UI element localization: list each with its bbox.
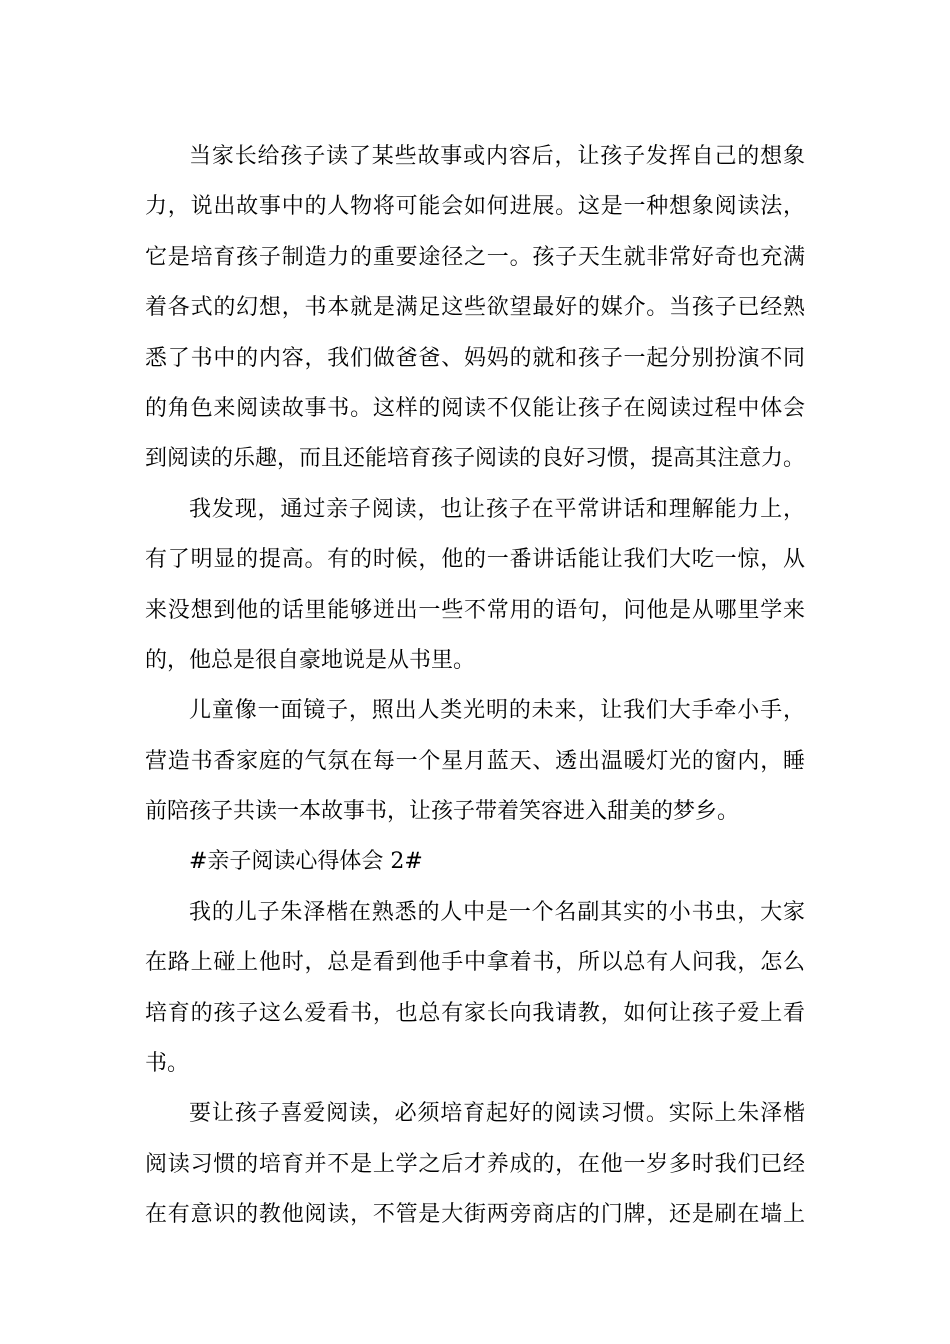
text-line: 来没想到他的话里能够迸出一些不常用的语句，问他是从哪里学来 — [145, 597, 805, 623]
text-line: 营造书香家庭的气氛在每一个星月蓝天、透出温暖灯光的窗内，睡 — [145, 748, 805, 774]
text-line: 力，说出故事中的人物将可能会如何进展。这是一种想象阅读法， — [145, 194, 805, 220]
text-line: 在有意识的教他阅读，不管是大街两旁商店的门牌，还是刷在墙上 — [145, 1202, 805, 1228]
document-body — [145, 132, 805, 1241]
text-line: 阅读习惯的培育并不是上学之后才养成的，在他一岁多时我们已经 — [145, 1151, 805, 1177]
text-line: 当家长给孩子读了某些故事或内容后，让孩子发挥自己的想象 — [189, 144, 805, 169]
text-line: 到阅读的乐趣，而且还能培育孩子阅读的良好习惯，提高其注意力。 — [145, 446, 806, 472]
text-line: 着各式的幻想，书本就是满足这些欲望最好的媒介。当孩子已经熟 — [145, 295, 805, 321]
text-line: 我的儿子朱泽楷在熟悉的人中是一个名副其实的小书虫，大家 — [189, 899, 805, 925]
text-line: 书。 — [145, 1051, 190, 1077]
text-line: 培育的孩子这么爱看书，也总有家长向我请教，如何让孩子爱上看 — [145, 1000, 805, 1026]
text-line: 要让孩子喜爱阅读，必须培育起好的阅读习惯。实际上朱泽楷 — [189, 1101, 805, 1127]
text-line: 儿童像一面镜子，照出人类光明的未来，让我们大手牵小手， — [189, 698, 805, 724]
text-line: 的，他总是很自豪地说是从书里。 — [145, 647, 476, 673]
text-line: 在路上碰上他时，总是看到他手中拿着书，所以总有人问我，怎么 — [145, 950, 805, 976]
text-line: 的角色来阅读故事书。这样的阅读不仅能让孩子在阅读过程中体会 — [145, 395, 805, 421]
text-line: 有了明显的提高。有的时候，他的一番讲话能让我们大吃一惊，从 — [145, 547, 805, 573]
text-line: 前陪孩子共读一本故事书，让孩子带着笑容进入甜美的梦乡。 — [145, 799, 740, 825]
section-heading: #亲子阅读心得体会 2# — [189, 849, 423, 875]
text-line: 悉了书中的内容，我们做爸爸、妈妈的就和孩子一起分别扮演不同 — [145, 345, 805, 371]
text-line: 它是培育孩子制造力的重要途径之一。孩子天生就非常好奇也充满 — [145, 244, 805, 270]
text-line: 我发现，通过亲子阅读，也让孩子在平常讲话和理解能力上， — [189, 496, 805, 522]
